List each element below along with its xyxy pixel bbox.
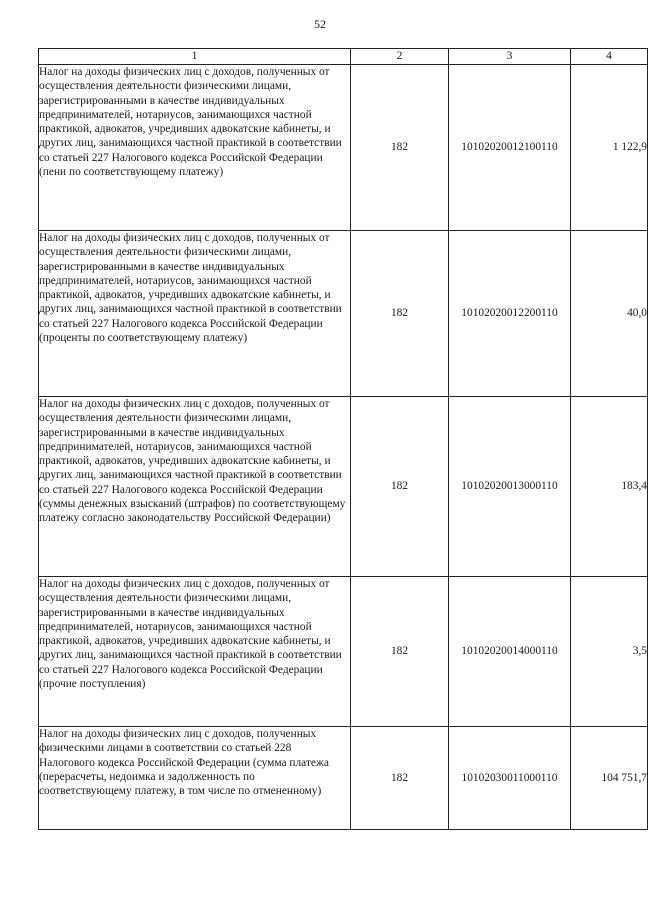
table-row	[39, 397, 648, 577]
row-amount-cell: 104 751,7	[571, 727, 648, 830]
row-admin-cell: 182	[351, 397, 449, 577]
row-admin-cell: 182	[351, 727, 449, 830]
row-code-cell: 10102030011000110	[449, 727, 571, 830]
table-row	[39, 65, 648, 231]
row-code-cell: 10102020014000110	[449, 577, 571, 727]
row-code-cell: 10102020013000110	[449, 397, 571, 577]
row-code-cell: 10102020012100110	[449, 65, 571, 231]
row-name-cell: Налог на доходы физических лиц с доходов, полученных от осуществления деятельности физическими лицами, зарегистрированными в качестве индивидуальных предпринимателей, нотариусов, занимающихся частной практикой, адвокатов, учредивших адвокатские кабинеты, и других лиц, занимающихся частной практикой в соответствии со статьей 227 Налогового кодекса Российской Федерации (суммы денежных взысканий (штрафов) по соответствующему платежу согласно законодательству Российской Федерации)	[39, 397, 351, 577]
row-admin-cell: 182	[351, 231, 449, 397]
row-code-cell: 10102020012200110	[449, 231, 571, 397]
column-header-name: 1	[39, 49, 351, 65]
row-admin-cell: 182	[351, 65, 449, 231]
column-header-admin: 2	[351, 49, 449, 65]
row-amount-cell: 1 122,9	[571, 65, 648, 231]
row-name-cell: Налог на доходы физических лиц с доходов, полученных от осуществления деятельности физическими лицами, зарегистрированными в качестве индивидуальных предпринимателей, нотариусов, занимающихся частной практикой, адвокатов, учредивших адвокатские кабинеты, и других лиц, занимающихся частной практикой в соответствии со статьей 227 Налогового кодекса Российской Федерации (прочие поступления)	[39, 577, 351, 727]
table-row	[39, 577, 648, 727]
table-row	[39, 231, 648, 397]
table-header-row	[39, 49, 648, 65]
row-amount-cell: 3,5	[571, 577, 648, 727]
column-header-amount: 4	[571, 49, 648, 65]
revenue-table	[38, 48, 648, 830]
row-amount-cell: 40,0	[571, 231, 648, 397]
row-amount-cell: 183,4	[571, 397, 648, 577]
column-header-code: 3	[449, 49, 571, 65]
row-name-cell: Налог на доходы физических лиц с доходов, полученных физическими лицами в соответствии со статьей 228 Налогового кодекса Российской Федерации (сумма платежа (перерасчеты, недоимка и задолженность по соответствующему платежу, в том числе по отмененному)	[39, 727, 351, 830]
row-name-cell: Налог на доходы физических лиц с доходов, полученных от осуществления деятельности физическими лицами, зарегистрированными в качестве индивидуальных предпринимателей, нотариусов, занимающихся частной практикой, адвокатов, учредивших адвокатские кабинеты, и других лиц, занимающихся частной практикой в соответствии со статьей 227 Налогового кодекса Российской Федерации (пени по соответствующему платежу)	[39, 65, 351, 231]
page-number: 52	[314, 17, 326, 31]
row-name-cell: Налог на доходы физических лиц с доходов, полученных от осуществления деятельности физическими лицами, зарегистрированными в качестве индивидуальных предпринимателей, нотариусов, занимающихся частной практикой, адвокатов, учредивших адвокатские кабинеты, и других лиц, занимающихся частной практикой в соответствии со статьей 227 Налогового кодекса Российской Федерации (проценты по соответствующему платежу)	[39, 231, 351, 397]
row-admin-cell: 182	[351, 577, 449, 727]
table-row	[39, 727, 648, 830]
